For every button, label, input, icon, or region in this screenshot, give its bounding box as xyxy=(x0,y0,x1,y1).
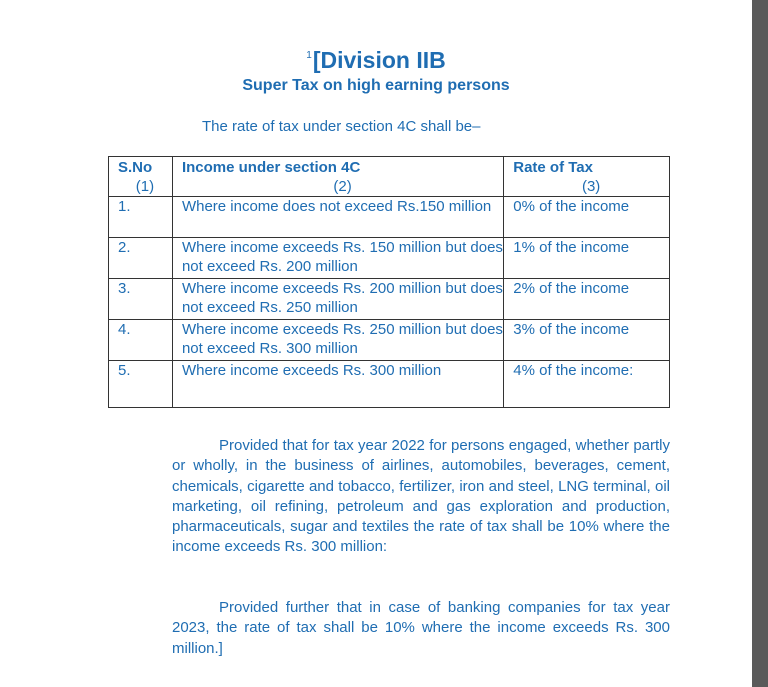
table-row xyxy=(109,279,670,320)
viewer-scrollbar-gutter[interactable] xyxy=(752,0,768,687)
row-income: Where income exceeds Rs. 150 million but does not exceed Rs. 200 million xyxy=(172,238,503,279)
row-sno: 4. xyxy=(109,320,173,361)
row-sno: 3. xyxy=(109,279,173,320)
column-number-1: (1) xyxy=(109,178,173,197)
super-tax-rate-table xyxy=(108,156,670,408)
column-number-2: (2) xyxy=(172,178,503,197)
row-rate: 1% of the income xyxy=(504,238,670,279)
row-income: Where income does not exceed Rs.150 million xyxy=(172,197,503,238)
row-income: Where income exceeds Rs. 200 million but does not exceed Rs. 250 million xyxy=(172,279,503,320)
header-income: Income under section 4C xyxy=(172,157,503,179)
header-rate: Rate of Tax xyxy=(504,157,670,179)
row-rate: 2% of the income xyxy=(504,279,670,320)
proviso-paragraph-2: Provided further that in case of banking companies for tax year 2023, the rate of tax shall be 10% where the income exceeds Rs. 300 million.] xyxy=(172,599,670,657)
proviso-paragraph-1: Provided that for tax year 2022 for persons engaged, whether partly or wholly, in the business of airlines, automobiles, beverages, cement, chemicals, cigarette and tobacco, fertilizer, iron and steel, LNG terminal, oil marketing, oil refining, petroleum and gas exploration and production, pharmaceuticals, sugar and textiles the rate of tax shall be 10% where the income exceeds Rs. 300 million: xyxy=(172,437,670,556)
row-income: Where income exceeds Rs. 250 million but does not exceed Rs. 300 million xyxy=(172,320,503,361)
intro-text: The rate of tax under section 4C shall be– xyxy=(202,118,481,135)
division-subtitle: Super Tax on high earning persons xyxy=(242,77,510,94)
row-rate: 3% of the income xyxy=(504,320,670,361)
row-rate: 4% of the income: xyxy=(504,361,670,408)
row-income: Where income exceeds Rs. 300 million xyxy=(172,361,503,408)
row-sno: 5. xyxy=(109,361,173,408)
table-row xyxy=(109,361,670,408)
table-header-row xyxy=(109,157,670,179)
row-sno: 2. xyxy=(109,238,173,279)
footnote-mark: 1 xyxy=(306,50,312,61)
table-column-number-row xyxy=(109,178,670,197)
table-row xyxy=(109,238,670,279)
table-row xyxy=(109,197,670,238)
table-row xyxy=(109,320,670,361)
header-sno: S.No xyxy=(109,157,173,179)
row-sno: 1. xyxy=(109,197,173,238)
division-title xyxy=(0,47,752,74)
row-rate: 0% of the income xyxy=(504,197,670,238)
column-number-3: (3) xyxy=(504,178,670,197)
division-title-text: [Division IIB xyxy=(312,47,446,73)
